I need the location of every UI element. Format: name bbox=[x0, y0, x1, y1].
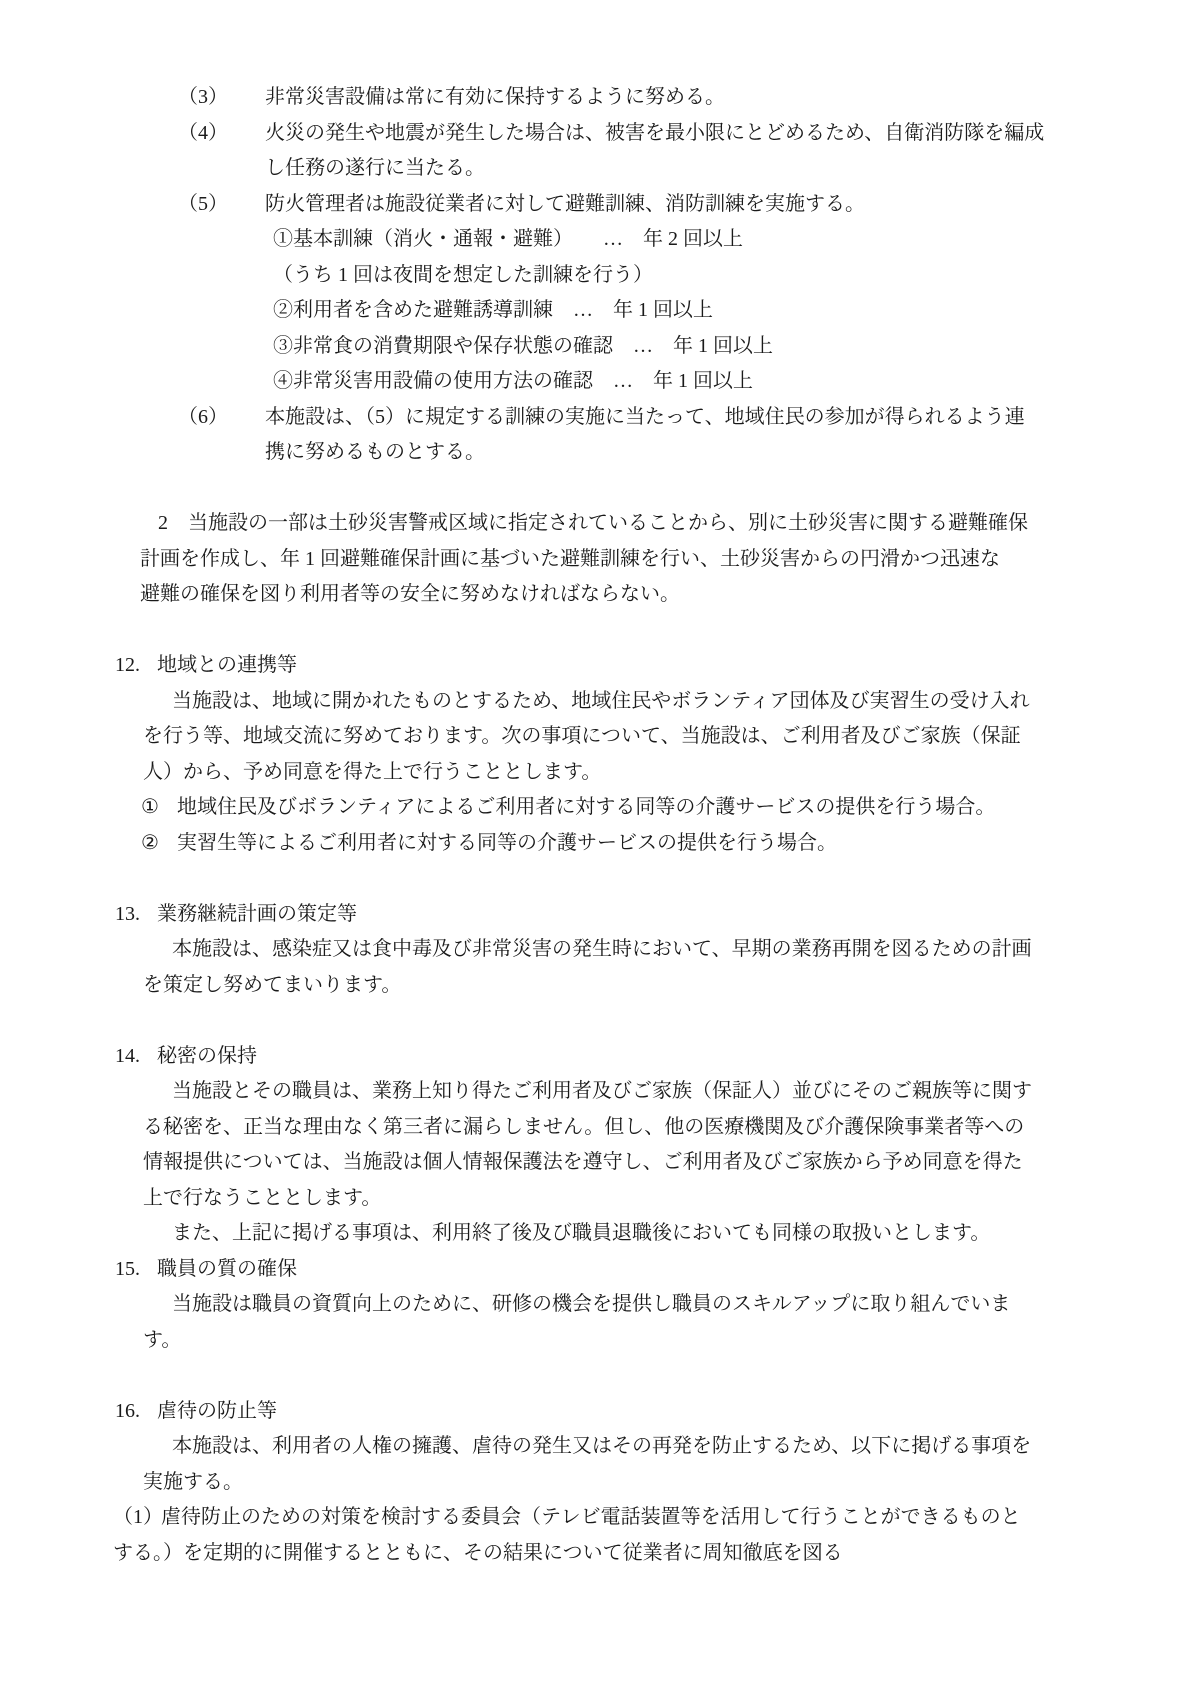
doc-line-sub bbox=[113, 222, 1131, 258]
doc-line-sub bbox=[113, 293, 1131, 329]
line-text: する。）を定期的に開催するとともに、その結果について従業者に周知徹底を図る bbox=[113, 1541, 843, 1564]
line-text: を行う等、地域交流に努めております。次の事項について、当施設は、ご利用者及びご家族（保証 bbox=[143, 725, 1021, 747]
line-text: 地域住民及びボランティアによるご利用者に対する同等の介護サービスの提供を行う場合。 bbox=[177, 796, 996, 818]
line-text: 虐待の防止等 bbox=[157, 1399, 277, 1422]
doc-line-num bbox=[113, 897, 1131, 933]
line-text: ②利用者を含めた避難誘導訓練 … 年 1 回以上 bbox=[273, 299, 713, 321]
doc-line-list bbox=[113, 826, 1131, 862]
line-label: 15. bbox=[115, 1257, 140, 1280]
line-text: 地域との連携等 bbox=[157, 654, 297, 676]
line-text: 当施設の一部は土砂災害警戒区域に指定されていることから、別に土砂災害に関する避難確保 bbox=[188, 512, 1028, 534]
blank-line bbox=[113, 1358, 1131, 1394]
doc-line-item16-cont bbox=[113, 1536, 1131, 1572]
doc-line-item bbox=[113, 187, 1131, 223]
line-text: を策定し努めてまいります。 bbox=[143, 973, 402, 996]
line-text: 防火管理者は施設従業者に対して避難訓練、消防訓練を実施する。 bbox=[265, 192, 865, 215]
line-text: 虐待防止のための対策を検討する委員会（テレビ電話装置等を活用して行うことができるものと bbox=[161, 1506, 1021, 1528]
line-label: 13. bbox=[115, 902, 140, 925]
doc-line-item-cont bbox=[113, 151, 1131, 187]
line-text: 秘密の保持 bbox=[157, 1044, 257, 1067]
line-text: 携に努めるものとする。 bbox=[265, 441, 485, 463]
line-text: （うち 1 回は夜間を想定した訓練を行う） bbox=[273, 263, 653, 286]
doc-line-sub bbox=[113, 364, 1131, 400]
line-text: 計画を作成し、年 1 回避難確保計画に基づいた避難訓練を行い、土砂災害からの円滑かつ迅速な bbox=[140, 547, 1000, 570]
doc-line-item16 bbox=[113, 1500, 1131, 1536]
line-label: （1） bbox=[113, 1506, 163, 1528]
line-text: す。 bbox=[143, 1328, 182, 1351]
doc-line-para-cont bbox=[113, 1465, 1131, 1501]
line-label: （4） bbox=[178, 121, 228, 144]
line-text: 当施設とその職員は、業務上知り得たご利用者及びご家族（保証人）並びにそのご親族等に関す bbox=[172, 1080, 1032, 1102]
line-text: ①基本訓練（消火・通報・避難） … 年 2 回以上 bbox=[273, 228, 743, 250]
line-label: （6） bbox=[178, 405, 228, 428]
line-text: また、上記に掲げる事項は、利用終了後及び職員退職後においても同様の取扱いとします。 bbox=[172, 1222, 991, 1244]
line-text: 火災の発生や地震が発生した場合は、被害を最小限にとどめるため、自衛消防隊を編成 bbox=[265, 121, 1045, 144]
line-text: 実施する。 bbox=[143, 1470, 243, 1493]
doc-line-sec2-cont bbox=[113, 577, 1131, 613]
line-text: 本施設は、感染症又は食中毒及び非常災害の発生時において、早期の業務再開を図るための計画 bbox=[172, 938, 1032, 960]
doc-line-item bbox=[113, 80, 1131, 116]
line-text: 実習生等によるご利用者に対する同等の介護サービスの提供を行う場合。 bbox=[177, 831, 837, 854]
line-text: 本施設は、利用者の人権の擁護、虐待の発生又はその再発を防止するため、以下に掲げる事項を bbox=[172, 1435, 1032, 1457]
line-text: ④非常災害用設備の使用方法の確認 … 年 1 回以上 bbox=[273, 370, 753, 392]
doc-line-para-first bbox=[113, 1074, 1131, 1110]
line-label: （3） bbox=[178, 86, 228, 108]
line-text: る秘密を、正当な理由なく第三者に漏らしません。但し、他の医療機関及び介護保険事業者等への bbox=[143, 1115, 1025, 1138]
line-text: 当施設は職員の資質向上のために、研修の機会を提供し職員のスキルアップに取り組んでいま bbox=[172, 1293, 1011, 1315]
line-text: 避難の確保を図り利用者等の安全に努めなければならない。 bbox=[140, 583, 680, 605]
doc-line-para-cont bbox=[113, 1110, 1131, 1146]
doc-line-sec2-cont bbox=[113, 542, 1131, 578]
doc-line-item bbox=[113, 116, 1131, 152]
doc-line-num bbox=[113, 1394, 1131, 1430]
doc-line-sec2 bbox=[113, 506, 1131, 542]
line-label: ② bbox=[141, 831, 159, 854]
line-text: し任務の遂行に当たる。 bbox=[265, 157, 485, 179]
doc-line-num bbox=[113, 648, 1131, 684]
line-label: 14. bbox=[115, 1044, 140, 1067]
doc-line-sub bbox=[113, 329, 1131, 365]
line-label: （5） bbox=[178, 192, 228, 215]
line-text: 非常災害設備は常に有効に保持するように努める。 bbox=[265, 86, 725, 108]
blank-line bbox=[113, 613, 1131, 649]
line-label: 12. bbox=[115, 654, 140, 676]
doc-line-para-first bbox=[113, 1287, 1131, 1323]
line-label: ① bbox=[141, 796, 159, 818]
line-text: 職員の質の確保 bbox=[157, 1257, 297, 1280]
doc-line-sub bbox=[113, 258, 1131, 294]
blank-line bbox=[113, 1003, 1131, 1039]
doc-line-para-cont bbox=[113, 755, 1131, 791]
line-text: 本施設は、（5）に規定する訓練の実施に当たって、地域住民の参加が得られるよう連 bbox=[265, 405, 1025, 428]
doc-line-para-first bbox=[113, 932, 1131, 968]
doc-line-num bbox=[113, 1252, 1131, 1288]
line-text: 当施設は、地域に開かれたものとするため、地域住民やボランティア団体及び実習生の受け入れ bbox=[172, 689, 1030, 712]
line-text: 情報提供については、当施設は個人情報保護法を遵守し、ご利用者及びご家族から予め同意を得た bbox=[143, 1151, 1023, 1173]
line-text: 上で行なうこととします。 bbox=[143, 1186, 382, 1209]
blank-line bbox=[113, 471, 1131, 507]
line-label: 16. bbox=[115, 1399, 140, 1422]
doc-line-para-cont bbox=[113, 1181, 1131, 1217]
doc-line-item bbox=[113, 400, 1131, 436]
doc-line-num bbox=[113, 1039, 1131, 1075]
doc-line-para-first bbox=[113, 1216, 1131, 1252]
doc-line-list bbox=[113, 790, 1131, 826]
doc-line-para-first bbox=[113, 684, 1131, 720]
line-text: 業務継続計画の策定等 bbox=[157, 902, 357, 925]
doc-line-para-cont bbox=[113, 1145, 1131, 1181]
doc-line-para-cont bbox=[113, 1323, 1131, 1359]
doc-line-para-cont bbox=[113, 719, 1131, 755]
doc-line-para-first bbox=[113, 1429, 1131, 1465]
doc-line-para-cont bbox=[113, 968, 1131, 1004]
line-text: ③非常食の消費期限や保存状態の確認 … 年 1 回以上 bbox=[273, 334, 773, 357]
blank-line bbox=[113, 861, 1131, 897]
line-label: 2 bbox=[158, 512, 168, 534]
doc-line-item-cont bbox=[113, 435, 1131, 471]
line-text: 人）から、予め同意を得た上で行うこととします。 bbox=[143, 760, 602, 783]
